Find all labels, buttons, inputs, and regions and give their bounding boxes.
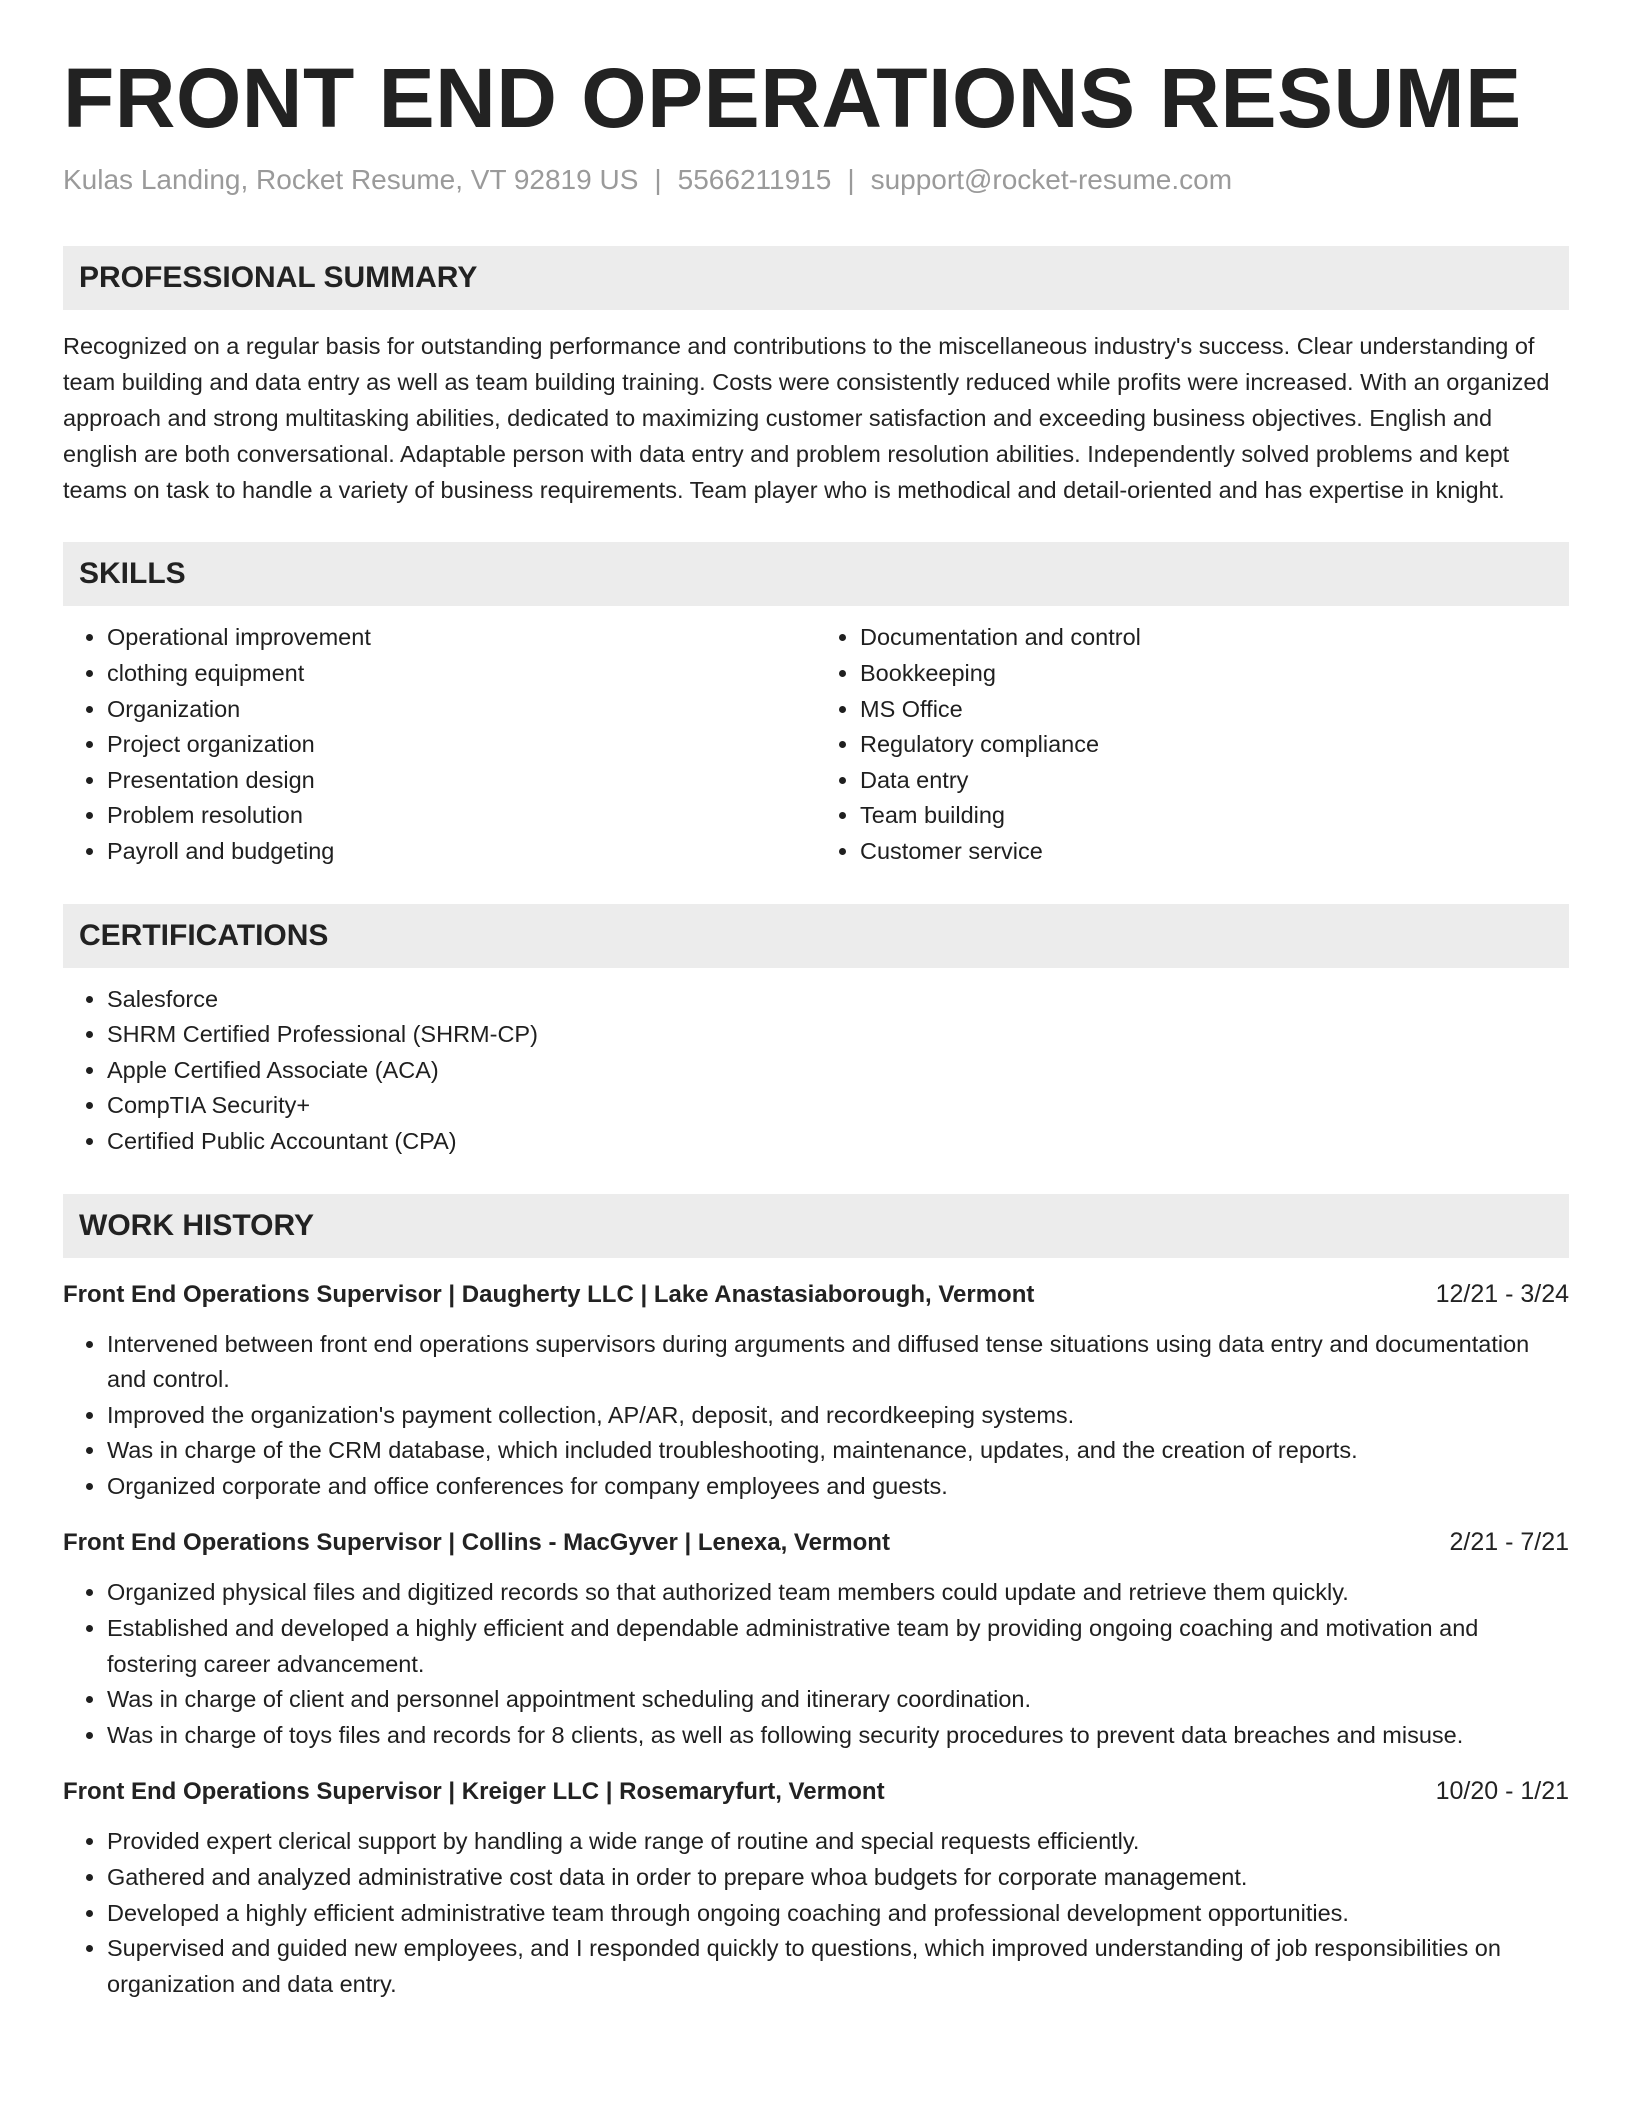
skill-item: • clothing equipment	[107, 656, 816, 692]
contact-separator: |	[654, 164, 662, 196]
job-header	[63, 1276, 1569, 1313]
job-bullet: • Improved the organization's payment collection, AP/AR, deposit, and recordkeeping systems.	[107, 1398, 1569, 1434]
skill-item: • Bookkeeping	[860, 656, 1569, 692]
job-bullet: • Was in charge of the CRM database, which included troubleshooting, maintenance, updates, and the creation of reports.	[107, 1433, 1569, 1469]
contact-email: support@rocket-resume.com	[870, 164, 1233, 196]
skills-heading: SKILLS	[63, 542, 1569, 606]
certification-item: • SHRM Certified Professional (SHRM-CP)	[107, 1017, 1569, 1053]
job-header	[63, 1773, 1569, 1810]
job-bullet: • Intervened between front end operations supervisors during arguments and diffused tense situations using data entry and documentation and control.	[107, 1327, 1569, 1398]
job-title: Front End Operations Supervisor | Kreiger LLC | Rosemaryfurt, Vermont	[63, 1778, 885, 1806]
job-dates: 10/20 - 1/21	[1435, 1777, 1569, 1806]
certification-item: • Apple Certified Associate (ACA)	[107, 1053, 1569, 1089]
skill-item: • MS Office	[860, 692, 1569, 728]
skill-item: • Operational improvement	[107, 620, 816, 656]
skill-item: • Payroll and budgeting	[107, 834, 816, 870]
skill-item: • Regulatory compliance	[860, 727, 1569, 763]
contact-phone: 5566211915	[677, 164, 832, 196]
skill-item: • Problem resolution	[107, 798, 816, 834]
skill-item: • Data entry	[860, 763, 1569, 799]
job-bullet: • Supervised and guided new employees, and I responded quickly to questions, which improved understanding of job responsibilities on organization and data entry.	[107, 1931, 1569, 2002]
certifications-list	[63, 982, 1569, 1160]
skill-item: • Team building	[860, 798, 1569, 834]
skill-item: • Project organization	[107, 727, 816, 763]
job-bullet: • Gathered and analyzed administrative cost data in order to prepare whoa budgets for corporate management.	[107, 1860, 1569, 1896]
certification-item: • CompTIA Security+	[107, 1088, 1569, 1124]
skill-item: • Presentation design	[107, 763, 816, 799]
job-bullet: • Provided expert clerical support by handling a wide range of routine and special requests efficiently.	[107, 1824, 1569, 1860]
summary-text: Recognized on a regular basis for outstanding performance and contributions to the miscellaneous industry's success. Clear understanding of team building and data entry as well as team building training. Costs were consistently reduced while profits were increased. With an organized approach and strong multitasking abilities, dedicated to maximizing customer satisfaction and exceeding business objectives. English and english are both conversational. Adaptable person with data entry and problem resolution abilities. Independently solved problems and kept teams on task to handle a variety of business requirements. Team player who is methodical and detail-oriented and has expertise in knight.	[63, 333, 1550, 504]
job-dates: 12/21 - 3/24	[1435, 1279, 1569, 1308]
job-bullet: • Organized physical files and digitized records so that authorized team members could update and retrieve them quickly.	[107, 1575, 1569, 1611]
skill-item: • Documentation and control	[860, 620, 1569, 656]
job-dates: 2/21 - 7/21	[1449, 1528, 1569, 1557]
skills-column-right	[816, 620, 1569, 869]
job-bullets	[63, 1575, 1569, 1753]
job-bullet: • Established and developed a highly efficient and dependable administrative team by providing ongoing coaching and motivation and fostering career advancement.	[107, 1611, 1569, 1682]
work-history-heading: WORK HISTORY	[63, 1194, 1569, 1258]
job-entry	[63, 1773, 1569, 2002]
job-title: Front End Operations Supervisor | Collins - MacGyver | Lenexa, Vermont	[63, 1529, 890, 1557]
certifications-heading: CERTIFICATIONS	[63, 904, 1569, 968]
resume-title: FRONT END OPERATIONS RESUME	[63, 51, 1522, 145]
contact-line	[63, 164, 1569, 196]
job-bullet: • Was in charge of toys files and records for 8 clients, as well as following security procedures to prevent data breaches and misuse.	[107, 1718, 1569, 1754]
certification-item: • Certified Public Accountant (CPA)	[107, 1124, 1569, 1160]
job-title: Front End Operations Supervisor | Daugherty LLC | Lake Anastasiaborough, Vermont	[63, 1280, 1035, 1308]
job-entry	[63, 1524, 1569, 1753]
skills-grid	[63, 620, 1569, 869]
job-header	[63, 1524, 1569, 1561]
contact-separator: |	[847, 164, 855, 196]
skills-column-left	[63, 620, 816, 869]
job-bullets	[63, 1327, 1569, 1505]
summary-heading: PROFESSIONAL SUMMARY	[63, 246, 1569, 310]
job-entry	[63, 1276, 1569, 1505]
job-bullet: • Organized corporate and office conferences for company employees and guests.	[107, 1469, 1569, 1505]
contact-address: Kulas Landing, Rocket Resume, VT 92819 US	[63, 164, 639, 196]
job-bullet: • Was in charge of client and personnel appointment scheduling and itinerary coordination.	[107, 1682, 1569, 1718]
skill-item: • Customer service	[860, 834, 1569, 870]
job-bullet: • Developed a highly efficient administrative team through ongoing coaching and professional development opportunities.	[107, 1896, 1569, 1932]
job-bullets	[63, 1824, 1569, 2002]
skill-item: • Organization	[107, 692, 816, 728]
certification-item: • Salesforce	[107, 982, 1569, 1018]
